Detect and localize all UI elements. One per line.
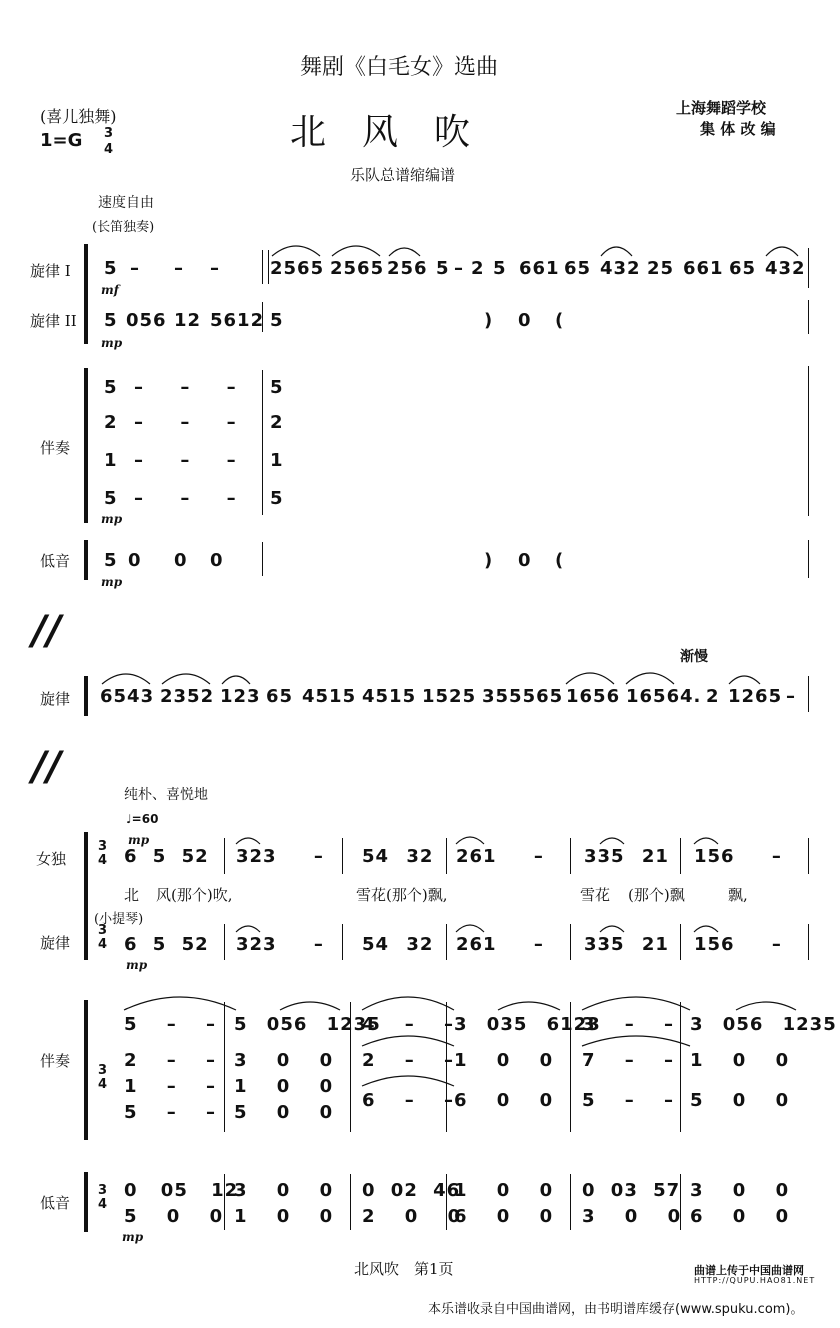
accomp-row: 3 0 0: [234, 1050, 334, 1071]
bass-upper: 1 0 0: [454, 1180, 554, 1201]
m2-rest: 0: [518, 310, 532, 331]
s2-group: 4515: [362, 686, 417, 707]
accomp-top: 3 056 1235: [690, 1014, 837, 1035]
accomp-row: 1 0 0: [234, 1076, 334, 1097]
time-sig: 3 4: [98, 1063, 108, 1092]
dynamic-mp: mp: [101, 336, 123, 350]
m1-group: 25: [647, 258, 675, 279]
bass-rest: 0: [174, 550, 188, 571]
dynamic-mp: mp: [122, 1230, 144, 1244]
bass-upper: 0 03 57: [582, 1180, 681, 1201]
accomp-top: 3 – –: [582, 1014, 675, 1035]
staff-label-melody1: 旋律 I: [30, 262, 71, 280]
accomp-top: 5 056 1235: [234, 1014, 381, 1035]
metronome-marking: ♩=60: [126, 812, 159, 826]
s2-group: 1265: [728, 686, 783, 707]
m1-group: 661: [683, 258, 724, 279]
dynamic-mp: mp: [101, 575, 123, 589]
staff-label-bass: 低音: [40, 1194, 71, 1212]
staff-label-melody2: 旋律 II: [30, 312, 77, 330]
s2-group: 4515: [302, 686, 357, 707]
s2-group: 1656: [626, 686, 681, 707]
system-separator: //: [32, 608, 62, 654]
bass-lower: 3 0 0: [582, 1206, 682, 1227]
accomp-row: 5 0 0: [690, 1090, 790, 1111]
bass-paren: (: [555, 550, 565, 571]
s2-note: 4.: [680, 686, 702, 707]
solo-measure: 261 –: [456, 846, 544, 867]
bass-upper: 3 0 0: [234, 1180, 334, 1201]
m1-dash: –: [210, 258, 220, 279]
time-sig: 3 4: [98, 1183, 108, 1212]
subtitle-left: (喜儿独舞): [40, 107, 117, 126]
s2-group: 6543: [100, 686, 155, 707]
bass-upper: 3 0 0: [690, 1180, 790, 1201]
s2-group: 65: [266, 686, 294, 707]
staff-label-solo: 女独: [36, 850, 67, 868]
accomp-row: 6 0 0: [454, 1090, 554, 1111]
bass-paren: ): [484, 550, 494, 571]
m2-paren: ): [484, 310, 494, 331]
lyric: (那个)飘: [628, 886, 685, 904]
accomp-note: 5: [270, 377, 284, 398]
m1-group: 2565: [330, 258, 385, 279]
time-sig: 3 4: [98, 923, 108, 952]
lyric: 雪花(那个)飘,: [356, 886, 448, 904]
accomp-note: 5: [104, 377, 118, 398]
lyric: 雪花: [580, 886, 611, 904]
instrument-note: (小提琴): [94, 912, 144, 927]
s2-note: 2: [706, 686, 720, 707]
bass-rest: 0: [518, 550, 532, 571]
time-sig: 3 4: [98, 839, 108, 868]
tempo-change: 渐慢: [680, 649, 708, 665]
melody-measure: 261 –: [456, 934, 544, 955]
accomp-top: 3 035 6123: [454, 1014, 601, 1035]
m1-dash: –: [174, 258, 184, 279]
accomp-note: 1: [104, 450, 118, 471]
accomp-note: 2: [270, 412, 284, 433]
bass-lower: 6 0 0: [454, 1206, 554, 1227]
m2-note: 5: [104, 310, 118, 331]
melody-measure: 54 32: [362, 934, 434, 955]
solo-measure: 323 –: [236, 846, 324, 867]
bass-lower: 5 0 0: [124, 1206, 224, 1227]
m2-group: 5612: [210, 310, 265, 331]
lyric: 飘,: [728, 886, 748, 904]
accomp-row: 1 0 0: [690, 1050, 790, 1071]
m2-paren: (: [555, 310, 565, 331]
staff-label-accomp: 伴奏: [40, 1052, 71, 1070]
accomp-row: 6 – –: [362, 1090, 455, 1111]
m1-note: 2: [471, 258, 485, 279]
dynamic-mp: mp: [128, 833, 150, 847]
accomp-row: 2 – –: [362, 1050, 455, 1071]
staff-label-bass: 低音: [40, 552, 71, 570]
m1-group: 432: [765, 258, 806, 279]
page-number: 北风吹 第1页: [354, 1260, 454, 1278]
expression-marking: 纯朴、喜悦地: [124, 787, 208, 803]
dynamic-mp: mp: [126, 958, 148, 972]
accomp-dashes: – – –: [134, 450, 237, 471]
m1-dash: –: [130, 258, 140, 279]
dynamic-mp: mp: [101, 512, 123, 526]
staff-label-accomp: 伴奏: [40, 439, 71, 457]
dynamic-mf: mf: [101, 283, 119, 297]
title-top: 舞剧《白毛女》选曲: [300, 55, 499, 80]
s2-group: 355565: [482, 686, 564, 707]
accomp-top: 4 – –: [362, 1014, 455, 1035]
s2-group: 1525: [422, 686, 477, 707]
accomp-note: 1: [270, 450, 284, 471]
solo-measure: 54 32: [362, 846, 434, 867]
cache-note: 本乐谱收录自中国曲谱网，由书明谱库缓存(www.spuku.com)。: [428, 1302, 804, 1317]
tempo-marking: 速度自由: [98, 195, 154, 211]
solo-measure: 6 5 52: [124, 846, 209, 867]
bass-lower: 2 0 0: [362, 1206, 462, 1227]
staff-label-melody: 旋律: [40, 934, 71, 952]
m2-note: 5: [270, 310, 284, 331]
watermark-line-2: HTTP://QUPU.HAO81.NET: [694, 1276, 816, 1285]
m1-note: 5: [493, 258, 507, 279]
solo-measure: 335 21: [584, 846, 669, 867]
m1-group: 661: [519, 258, 560, 279]
accomp-note: 5: [270, 488, 284, 509]
arranger-line-2: 集 体 改 编: [700, 120, 776, 138]
score-type: 乐队总谱缩编谱: [350, 166, 456, 184]
accomp-row: 1 – –: [124, 1076, 217, 1097]
m1-group: 432: [600, 258, 641, 279]
lyric: 北: [124, 886, 140, 904]
solo-measure: 156 –: [694, 846, 782, 867]
melody-measure: 6 5 52: [124, 934, 209, 955]
m1-note: 5: [436, 258, 450, 279]
accomp-top: 5 – –: [124, 1014, 217, 1035]
accomp-row: 2 – –: [124, 1050, 217, 1071]
bass-rest: 0: [128, 550, 142, 571]
s2-dash: –: [786, 686, 796, 707]
bass-lower: 6 0 0: [690, 1206, 790, 1227]
m1-group: 65: [729, 258, 757, 279]
m1-group: 256: [387, 258, 428, 279]
melody-measure: 335 21: [584, 934, 669, 955]
accomp-note: 2: [104, 412, 118, 433]
watermark-line-1: 曲谱上传于中国曲谱网: [694, 1264, 804, 1277]
instrument-note: (长笛独奏): [92, 220, 155, 235]
arranger-line-1: 上海舞蹈学校: [676, 99, 767, 117]
accomp-dashes: – – –: [134, 488, 237, 509]
time-signature-den: 4: [104, 142, 114, 157]
bass-rest: 0: [210, 550, 224, 571]
melody-measure: 323 –: [236, 934, 324, 955]
accomp-row: 7 – –: [582, 1050, 675, 1071]
m2-group: 12: [174, 310, 202, 331]
melody-measure: 156 –: [694, 934, 782, 955]
m2-group: 056: [126, 310, 167, 331]
bass-lower: 1 0 0: [234, 1206, 334, 1227]
main-title: 北 风 吹: [290, 112, 471, 153]
accomp-note: 5: [104, 488, 118, 509]
s2-group: 123: [220, 686, 261, 707]
bass-note: 5: [104, 550, 118, 571]
accomp-row: 1 0 0: [454, 1050, 554, 1071]
accomp-row: 5 – –: [582, 1090, 675, 1111]
accomp-row: 5 0 0: [234, 1102, 334, 1123]
m1-group: 2565: [270, 258, 325, 279]
accomp-dashes: – – –: [134, 377, 237, 398]
bass-upper: 0 05 12: [124, 1180, 239, 1201]
accomp-row: 5 – –: [124, 1102, 217, 1123]
m1-note: 5: [104, 258, 118, 279]
bass-upper: 0 02 46: [362, 1180, 461, 1201]
time-signature-num: 3: [104, 126, 114, 141]
staff-label-melody: 旋律: [40, 690, 71, 708]
s2-group: 1656: [566, 686, 621, 707]
key-signature: 1=G: [40, 130, 83, 151]
accomp-dashes: – – –: [134, 412, 237, 433]
m1-dash: –: [454, 258, 464, 279]
s2-group: 2352: [160, 686, 215, 707]
m1-group: 65: [564, 258, 592, 279]
system-separator: //: [32, 744, 62, 790]
lyric: 风(那个)吹,: [156, 886, 233, 904]
